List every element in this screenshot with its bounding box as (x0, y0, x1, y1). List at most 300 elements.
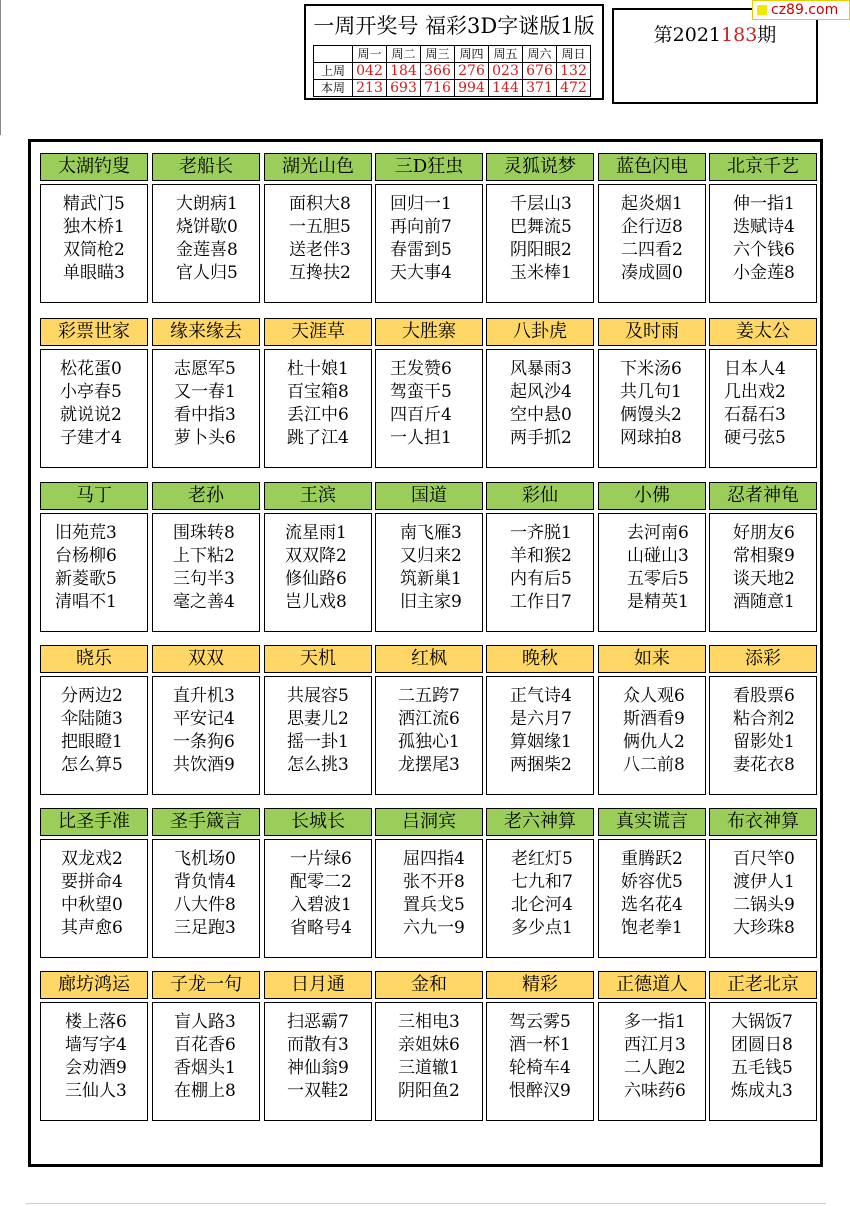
riddle-line: 双筒枪2 (63, 240, 125, 260)
card-body (40, 1002, 148, 1121)
card-body (486, 676, 594, 795)
riddle-line: 就说说2 (60, 405, 122, 425)
riddle-line: 俩仇人2 (623, 732, 685, 752)
riddle-line: 粘合剂2 (733, 709, 795, 729)
riddle-card (375, 482, 483, 632)
period-panel (612, 8, 818, 104)
riddle-line: 北仑河4 (511, 895, 573, 915)
riddle-line: 三句半3 (173, 569, 235, 589)
riddle-line: 玉米棒1 (510, 263, 572, 283)
riddle-line: 二五跨7 (398, 686, 460, 706)
card-body (486, 513, 594, 632)
card-body (264, 1002, 372, 1121)
riddle-card (598, 645, 706, 795)
card-title: 八卦虎 (486, 318, 594, 346)
riddle-line: 墙写字4 (65, 1035, 127, 1055)
riddle-line: 下米汤6 (620, 359, 682, 379)
riddle-line: 百宝箱8 (287, 382, 349, 402)
riddle-line: 娇容优5 (621, 872, 683, 892)
riddle-line: 楼上落6 (65, 1012, 127, 1032)
card-body (486, 1002, 594, 1121)
riddle-line: 两捆柴2 (510, 755, 572, 775)
header-title: 一周开奖号 福彩3D字谜版1版 (313, 14, 595, 38)
card-title: 彩票世家 (40, 318, 148, 346)
period-label (614, 20, 816, 47)
draw-number: 994 (455, 80, 489, 97)
riddle-line: 风暴雨3 (510, 359, 572, 379)
card-title: 如来 (598, 645, 706, 673)
card-body (264, 349, 372, 468)
riddle-line: 萝卜头6 (174, 428, 236, 448)
riddle-line: 旧主家9 (400, 592, 462, 612)
card-body (264, 676, 372, 795)
riddle-line: 巴舞流5 (510, 217, 572, 237)
riddle-line: 王发赞6 (390, 359, 452, 379)
riddle-line: 共展容5 (287, 686, 349, 706)
card-body (709, 839, 817, 958)
riddle-line: 选名花4 (621, 895, 683, 915)
riddle-line: 分两边2 (61, 686, 123, 706)
riddle-line: 内有后5 (510, 569, 572, 589)
riddle-line: 妻花衣8 (733, 755, 795, 775)
riddle-line: 又归来2 (400, 546, 462, 566)
card-title: 及时雨 (598, 318, 706, 346)
riddle-line: 屈四指4 (403, 849, 465, 869)
riddle-line: 神仙翁9 (287, 1058, 349, 1078)
card-title: 正老北京 (709, 971, 817, 999)
riddle-line: 南飞雁3 (400, 523, 462, 543)
riddle-line: 共饮酒9 (173, 755, 235, 775)
riddle-line: 配零二2 (290, 872, 352, 892)
days-row (314, 46, 591, 63)
riddle-line: 五零后5 (627, 569, 689, 589)
riddle-line: 驾蛮干5 (390, 382, 452, 402)
riddle-line: 一双鞋2 (287, 1081, 349, 1101)
riddle-line: 亲姐妹6 (398, 1035, 460, 1055)
card-title: 老六神算 (486, 808, 594, 836)
riddle-card (486, 808, 594, 958)
card-title: 大胜寨 (375, 318, 483, 346)
riddle-card (40, 153, 148, 303)
riddle-line: 八二前8 (623, 755, 685, 775)
riddle-line: 思妻儿2 (287, 709, 349, 729)
card-title: 长城长 (264, 808, 372, 836)
riddle-line: 筑新巢1 (400, 569, 462, 589)
riddle-line: 清唱不1 (55, 592, 117, 612)
riddle-line: 企行迈8 (621, 217, 683, 237)
day-header: 周六 (523, 46, 557, 63)
riddle-line: 正气诗4 (510, 686, 572, 706)
riddle-line: 单眼瞄3 (63, 263, 125, 283)
riddle-card (375, 808, 483, 958)
card-title: 太湖钓叟 (40, 153, 148, 181)
riddle-card (375, 153, 483, 303)
card-body (375, 349, 483, 468)
card-title: 彩仙 (486, 482, 594, 510)
riddle-card (152, 153, 260, 303)
riddle-line: 盲人路3 (174, 1012, 236, 1032)
riddle-line: 再向前7 (390, 217, 452, 237)
riddle-line: 三相电3 (398, 1012, 460, 1032)
draw-number: 716 (421, 80, 455, 97)
riddle-line: 二人跑2 (624, 1058, 686, 1078)
riddle-line: 一片绿6 (290, 849, 352, 869)
card-title: 布衣神算 (709, 808, 817, 836)
riddle-line: 金莲喜8 (176, 240, 238, 260)
riddle-line: 恨醉汉9 (509, 1081, 571, 1101)
period-number: 183 (721, 24, 758, 46)
card-title: 三D狂虫 (375, 153, 483, 181)
draw-number: 042 (353, 63, 387, 80)
period-prefix: 第2021 (653, 24, 722, 46)
last-week-row (314, 63, 591, 80)
row-label: 本周 (314, 80, 353, 97)
riddle-line: 围珠转8 (173, 523, 235, 543)
card-title: 红枫 (375, 645, 483, 673)
day-header: 周三 (421, 46, 455, 63)
riddle-line: 张不开8 (403, 872, 465, 892)
riddle-line: 众人观6 (623, 686, 685, 706)
riddle-line: 要拼命4 (61, 872, 123, 892)
riddle-card (709, 482, 817, 632)
draw-number: 023 (489, 63, 523, 80)
riddle-line: 入碧波1 (290, 895, 352, 915)
riddle-line: 洒江流6 (398, 709, 460, 729)
riddle-line: 三道辙1 (398, 1058, 460, 1078)
riddle-line: 伸一指1 (733, 194, 795, 214)
riddle-card (486, 482, 594, 632)
card-title: 正德道人 (598, 971, 706, 999)
day-header: 周一 (353, 46, 387, 63)
card-title: 老船长 (152, 153, 260, 181)
riddle-line: 上下粘2 (173, 546, 235, 566)
card-body (709, 349, 817, 468)
card-body (264, 513, 372, 632)
draw-number: 144 (489, 80, 523, 97)
day-header: 周五 (489, 46, 523, 63)
row-label: 上周 (314, 63, 353, 80)
card-body (709, 513, 817, 632)
riddle-card (375, 971, 483, 1121)
riddle-card (486, 645, 594, 795)
riddle-line: 杜十娘1 (287, 359, 349, 379)
riddle-line: 重腾跃2 (621, 849, 683, 869)
site-watermark[interactable] (752, 0, 850, 20)
riddle-line: 龙摆尾3 (398, 755, 460, 775)
riddle-line: 俩馒头2 (620, 405, 682, 425)
riddle-card (152, 645, 260, 795)
riddle-line: 看中指3 (174, 405, 236, 425)
bottom-divider (26, 1203, 826, 1204)
riddle-card (598, 808, 706, 958)
riddle-line: 工作日7 (510, 592, 572, 612)
card-title: 灵狐说梦 (486, 153, 594, 181)
card-body (40, 839, 148, 958)
this-week-row (314, 80, 591, 97)
riddle-card (264, 645, 372, 795)
riddle-line: 七九和7 (511, 872, 573, 892)
riddle-line: 小亭春5 (60, 382, 122, 402)
riddle-line: 又一春1 (174, 382, 236, 402)
riddle-line: 飞机场0 (174, 849, 236, 869)
riddle-line: 精武门5 (63, 194, 125, 214)
card-title: 北京千艺 (709, 153, 817, 181)
riddle-line: 团圆日8 (731, 1035, 793, 1055)
card-title: 忍者神龟 (709, 482, 817, 510)
day-header: 周二 (387, 46, 421, 63)
riddle-line: 天大事4 (390, 263, 452, 283)
draw-number: 676 (523, 63, 557, 80)
riddle-line: 平安记4 (173, 709, 235, 729)
riddle-line: 留影处1 (733, 732, 795, 752)
riddle-line: 酒一杯1 (509, 1035, 571, 1055)
card-title: 精彩 (486, 971, 594, 999)
riddle-line: 大锅饭7 (731, 1012, 793, 1032)
riddle-line: 千层山3 (510, 194, 572, 214)
riddle-line: 百花香6 (174, 1035, 236, 1055)
riddle-card (709, 645, 817, 795)
riddle-line: 是精英1 (627, 592, 689, 612)
card-title: 天涯草 (264, 318, 372, 346)
riddle-line: 去河南6 (627, 523, 689, 543)
riddle-line: 常相聚9 (733, 546, 795, 566)
card-title: 金和 (375, 971, 483, 999)
card-body (152, 1002, 260, 1121)
riddle-line: 六味药6 (624, 1081, 686, 1101)
riddle-line: 算姻缘1 (510, 732, 572, 752)
card-title: 湖光山色 (264, 153, 372, 181)
riddle-line: 斯酒看9 (623, 709, 685, 729)
card-title: 晚秋 (486, 645, 594, 673)
card-title: 姜太公 (709, 318, 817, 346)
riddle-card (709, 318, 817, 468)
riddle-line: 多一指1 (624, 1012, 686, 1032)
riddle-line: 其声愈6 (61, 918, 123, 938)
riddle-card (40, 318, 148, 468)
riddle-line: 毫之善4 (173, 592, 235, 612)
riddle-line: 大朗病1 (176, 194, 238, 214)
weekly-results-table (313, 45, 591, 97)
card-title: 真实谎言 (598, 808, 706, 836)
riddle-line: 把眼瞪1 (61, 732, 123, 752)
card-title: 吕洞宾 (375, 808, 483, 836)
riddle-line: 小金莲8 (733, 263, 795, 283)
riddle-line: 直升机3 (173, 686, 235, 706)
riddle-line: 西江月3 (624, 1035, 686, 1055)
card-title: 王滨 (264, 482, 372, 510)
watermark-text: cz89.com (771, 2, 839, 18)
riddle-line: 几出戏2 (724, 382, 786, 402)
riddle-line: 阴阳鱼2 (398, 1081, 460, 1101)
riddle-line: 共几句1 (620, 382, 682, 402)
riddle-line: 志愿军5 (174, 359, 236, 379)
card-title: 马丁 (40, 482, 148, 510)
card-body (709, 184, 817, 303)
riddle-line: 大珍珠8 (733, 918, 795, 938)
riddle-line: 旧苑荒3 (55, 523, 117, 543)
riddle-line: 两手抓2 (510, 428, 572, 448)
riddle-line: 摇一卦1 (287, 732, 349, 752)
riddle-line: 网球拍8 (620, 428, 682, 448)
card-title: 缘来缘去 (152, 318, 260, 346)
riddle-grid-frame (28, 139, 823, 1167)
riddle-line: 八大件8 (174, 895, 236, 915)
riddle-line: 空中悬0 (510, 405, 572, 425)
riddle-card (152, 808, 260, 958)
left-edge-line (0, 0, 1, 135)
riddle-line: 而散有3 (287, 1035, 349, 1055)
riddle-line: 双龙戏2 (61, 849, 123, 869)
card-body (152, 513, 260, 632)
card-body (264, 839, 372, 958)
card-body (375, 1002, 483, 1121)
card-title: 圣手箴言 (152, 808, 260, 836)
riddle-line: 送老伴3 (289, 240, 351, 260)
riddle-line: 春雷到5 (390, 240, 452, 260)
riddle-card (264, 808, 372, 958)
riddle-line: 伞陆随3 (61, 709, 123, 729)
riddle-line: 多少点1 (511, 918, 573, 938)
card-body (152, 676, 260, 795)
card-title: 老孙 (152, 482, 260, 510)
card-body (152, 184, 260, 303)
riddle-line: 中秋望0 (61, 895, 123, 915)
riddle-card (598, 971, 706, 1121)
riddle-line: 一五胆5 (289, 217, 351, 237)
riddle-card (40, 482, 148, 632)
riddle-line: 香烟头1 (174, 1058, 236, 1078)
riddle-line: 双双降2 (285, 546, 347, 566)
card-body (709, 676, 817, 795)
riddle-line: 一人担1 (390, 428, 452, 448)
card-body (598, 1002, 706, 1121)
card-title: 小佛 (598, 482, 706, 510)
riddle-line: 回归一1 (390, 194, 452, 214)
card-title: 子龙一句 (152, 971, 260, 999)
riddle-line: 起风沙4 (510, 382, 572, 402)
card-title: 晓乐 (40, 645, 148, 673)
riddle-line: 官人归5 (176, 263, 238, 283)
riddle-line: 丢江中6 (287, 405, 349, 425)
card-title: 天机 (264, 645, 372, 673)
draw-number: 472 (557, 80, 591, 97)
riddle-line: 省略号4 (290, 918, 352, 938)
riddle-line: 子建才4 (60, 428, 122, 448)
riddle-line: 三足跑3 (174, 918, 236, 938)
card-body (40, 349, 148, 468)
draw-number: 371 (523, 80, 557, 97)
riddle-line: 一齐脱1 (510, 523, 572, 543)
draw-number: 366 (421, 63, 455, 80)
riddle-line: 羊和猴2 (510, 546, 572, 566)
watermark-square-icon (757, 5, 767, 15)
riddle-line: 在棚上8 (174, 1081, 236, 1101)
card-body (264, 184, 372, 303)
riddle-line: 渡伊人1 (733, 872, 795, 892)
card-body (598, 349, 706, 468)
riddle-line: 互搀扶2 (289, 263, 351, 283)
riddle-line: 修仙路6 (285, 569, 347, 589)
riddle-line: 台杨柳6 (55, 546, 117, 566)
card-body (375, 184, 483, 303)
card-body (375, 513, 483, 632)
riddle-card (40, 971, 148, 1121)
riddle-card (486, 318, 594, 468)
card-body (598, 676, 706, 795)
card-title: 国道 (375, 482, 483, 510)
riddle-line: 百尺竿0 (733, 849, 795, 869)
riddle-line: 谈天地2 (733, 569, 795, 589)
riddle-line: 饱老拳1 (621, 918, 683, 938)
riddle-card (152, 971, 260, 1121)
riddle-card (709, 153, 817, 303)
riddle-line: 独木桥1 (63, 217, 125, 237)
riddle-line: 岂儿戏8 (285, 592, 347, 612)
riddle-card (598, 482, 706, 632)
riddle-line: 置兵戈5 (403, 895, 465, 915)
riddle-line: 二四看2 (621, 240, 683, 260)
riddle-line: 六个钱6 (733, 240, 795, 260)
card-body (486, 184, 594, 303)
riddle-line: 是六月7 (510, 709, 572, 729)
card-title: 日月通 (264, 971, 372, 999)
riddle-line: 新菱歌5 (55, 569, 117, 589)
riddle-card (375, 645, 483, 795)
card-title: 蓝色闪电 (598, 153, 706, 181)
card-body (152, 839, 260, 958)
riddle-line: 烧饼歇0 (176, 217, 238, 237)
riddle-card (486, 153, 594, 303)
riddle-line: 好朋友6 (733, 523, 795, 543)
card-body (598, 513, 706, 632)
riddle-line: 五毛钱5 (731, 1058, 793, 1078)
riddle-line: 起炎烟1 (621, 194, 683, 214)
riddle-line: 酒随意1 (733, 592, 795, 612)
riddle-line: 石磊石3 (724, 405, 786, 425)
day-header: 周日 (557, 46, 591, 63)
day-header: 周四 (455, 46, 489, 63)
riddle-card (486, 971, 594, 1121)
riddle-card (40, 808, 148, 958)
card-title: 比圣手准 (40, 808, 148, 836)
riddle-card (152, 318, 260, 468)
draw-number: 132 (557, 63, 591, 80)
riddle-card (598, 318, 706, 468)
draw-number: 213 (353, 80, 387, 97)
card-body (709, 1002, 817, 1121)
card-title: 双双 (152, 645, 260, 673)
riddle-line: 日本人4 (724, 359, 786, 379)
riddle-line: 炼成丸3 (731, 1081, 793, 1101)
riddle-line: 三仙人3 (65, 1081, 127, 1101)
riddle-card (375, 318, 483, 468)
card-body (486, 349, 594, 468)
card-title: 添彩 (709, 645, 817, 673)
card-body (375, 676, 483, 795)
riddle-card (152, 482, 260, 632)
card-title: 廊坊鸿运 (40, 971, 148, 999)
card-body (598, 184, 706, 303)
riddle-line: 怎么算5 (61, 755, 123, 775)
riddle-line: 轮椅车4 (509, 1058, 571, 1078)
riddle-card (709, 808, 817, 958)
riddle-line: 扫恶霸7 (287, 1012, 349, 1032)
weekly-results-panel (304, 4, 604, 100)
riddle-line: 硬弓弦5 (724, 428, 786, 448)
riddle-line: 面积大8 (289, 194, 351, 214)
card-body (40, 184, 148, 303)
card-body (40, 513, 148, 632)
